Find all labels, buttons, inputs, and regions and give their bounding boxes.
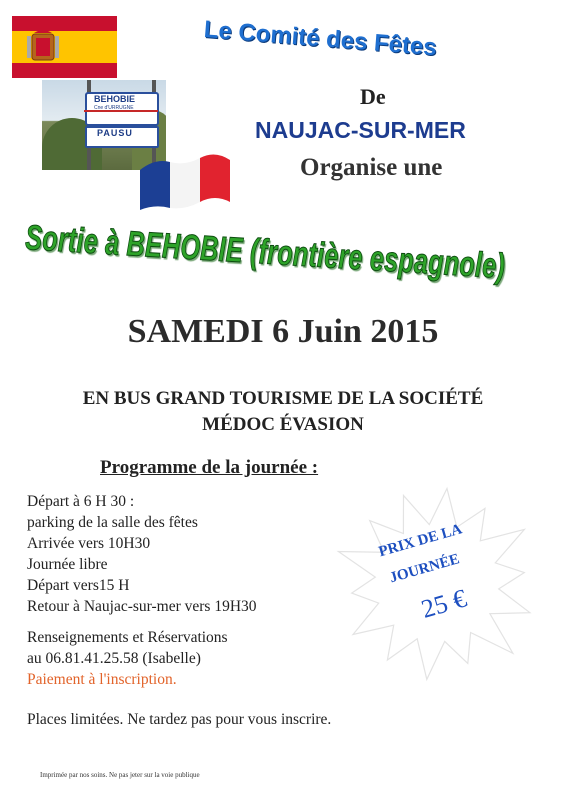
places-note: Places limitées. Ne tardez pas pour vous inscrire.: [27, 711, 332, 728]
programme-line: Départ à 6 H 30 :: [27, 493, 135, 510]
programme-line: Retour à Naujac-sur-mer vers 19H30: [27, 598, 257, 615]
de-text: De: [360, 84, 386, 109]
price-starburst: [325, 475, 545, 685]
info-heading: Renseignements et Réservations: [27, 629, 228, 646]
french-flag-image: [135, 150, 235, 210]
spanish-flag-image: [12, 16, 117, 78]
price-label-2: JOURNÉE: [388, 551, 462, 587]
town-name: NAUJAC-SUR-MER: [255, 117, 466, 143]
organizer-title: Le Comité des Fêtes: [202, 16, 438, 62]
programme-line: Journée libre: [27, 556, 108, 573]
programme-line: parking de la salle des fêtes: [27, 514, 198, 531]
sign-text-commune: Cne d'URRUGNE: [94, 105, 134, 111]
price-amount: 25 €: [418, 583, 470, 624]
programme-title: Programme de la journée :: [100, 457, 319, 478]
footer-note: Imprimée par nos soins. Ne pas jeter sur la voie publique: [40, 771, 200, 779]
sign-text-behobie: BEHOBIE: [94, 94, 136, 104]
event-date: SAMEDI 6 Juin 2015: [127, 313, 439, 350]
bus-line-1: EN BUS GRAND TOURISME DE LA SOCIÉTÉ: [82, 388, 484, 409]
contact-phone: au 06.81.41.25.58 (Isabelle): [27, 650, 201, 667]
price-label-1: PRIX DE LA: [377, 521, 464, 561]
sign-text-pausu: PAUSU: [97, 128, 133, 138]
programme-line: Arrivée vers 10H30: [27, 535, 151, 552]
organise-text: Organise une: [300, 154, 443, 181]
payment-note: Paiement à l'inscription.: [27, 671, 177, 688]
bus-line-2: MÉDOC ÉVASION: [202, 414, 364, 435]
programme-line: Départ vers15 H: [27, 577, 130, 594]
event-title: Sortie à BEHOBIE (frontière espagnole): [24, 218, 506, 287]
starburst-outline: [338, 489, 530, 680]
